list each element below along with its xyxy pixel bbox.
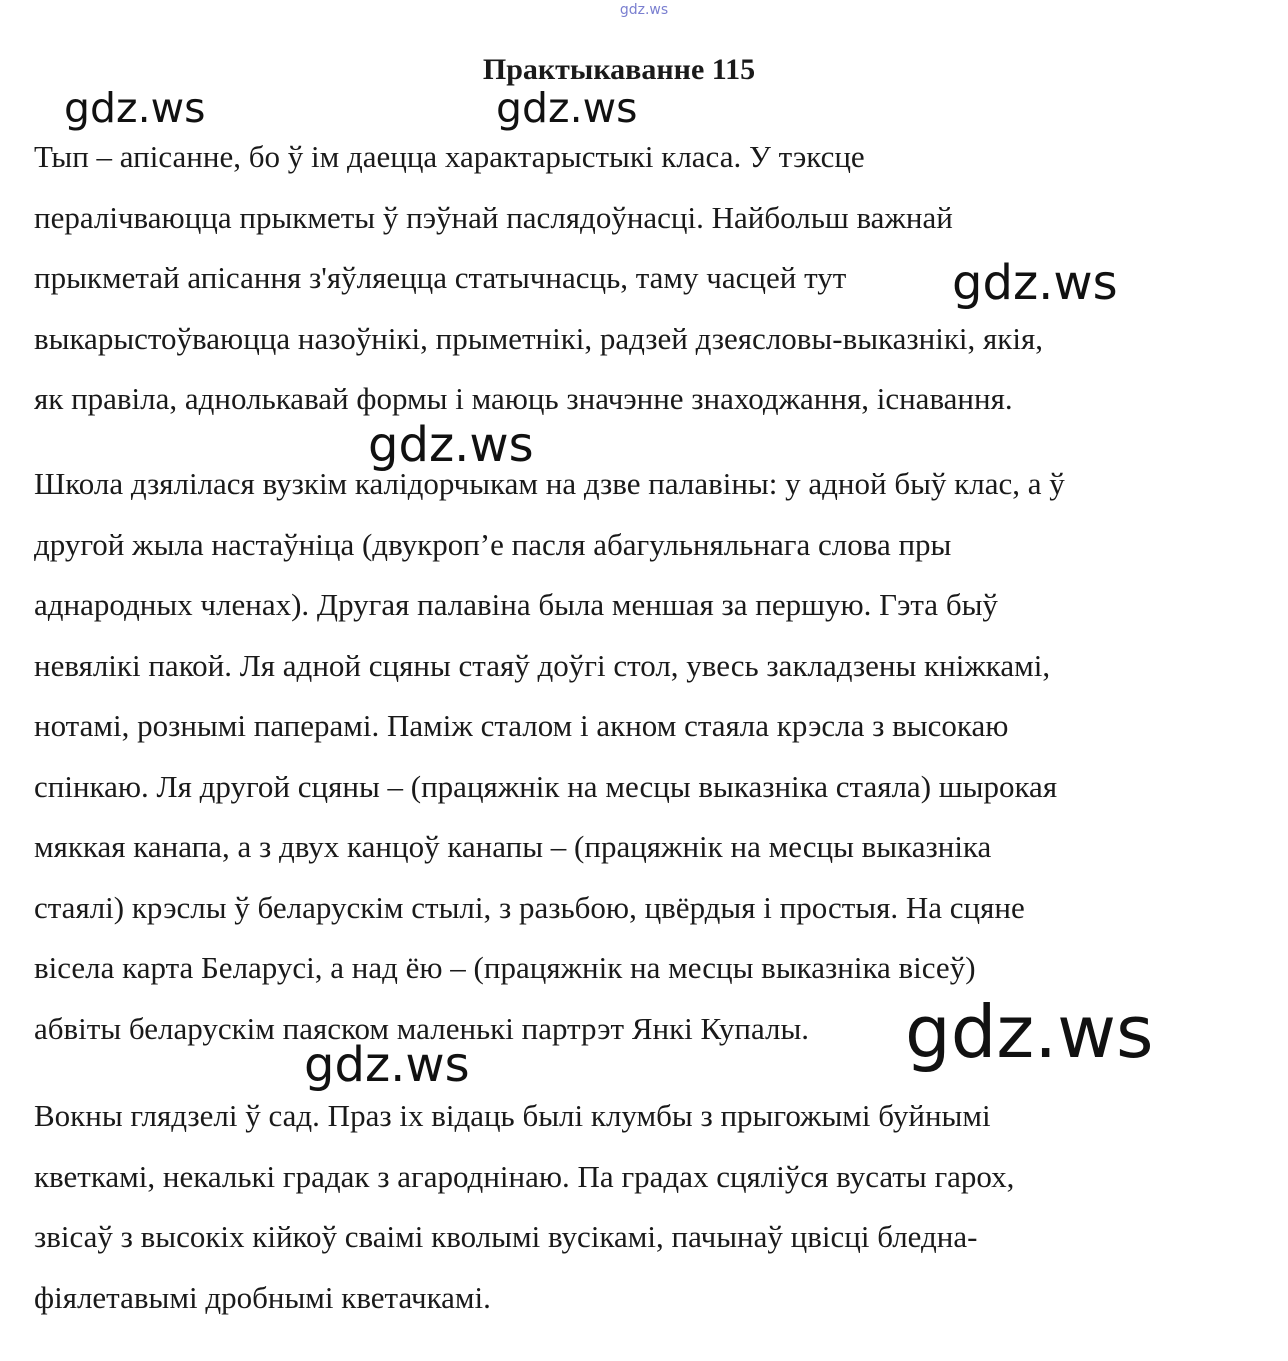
watermark: gdz.ws xyxy=(64,84,206,132)
text-line: другой жыла настаўніца (двукроп’е пасля абагульняльнага слова пры xyxy=(34,526,952,562)
text-line: выкарыстоўваюцца назоўнікі, прыметнікі, радзей дзеясловы-выказнікі, якія, xyxy=(34,320,1043,356)
text-line: аднародных членах). Другая палавіна была меншая за першую. Гэта быў xyxy=(34,587,998,622)
text-line: фіялетавымі дробнымі кветачкамі. xyxy=(34,1279,491,1315)
page-title: Практыкаванне 115 xyxy=(482,53,756,86)
paragraph-2 xyxy=(34,454,1264,1059)
text-line: невялікі пакой. Ля адной сцяны стаяў доўгі стол, увесь закладзены кніжкамі, xyxy=(34,647,1051,683)
text-line: прыкметай апісання з'яўляецца статычнасць, таму часцей тут xyxy=(34,260,847,295)
watermark: gdz.ws xyxy=(952,255,1118,311)
paragraph-3 xyxy=(34,1086,1264,1328)
text-line: вісела карта Беларусі, а над ёю – (працяжнік на месцы выказніка вісеў) xyxy=(34,950,976,985)
watermark: gdz.ws xyxy=(368,417,534,473)
text-line: Школа дзялілася вузкім калідорчыкам на дзве палавіны: у адной быў клас, а ў xyxy=(34,466,1065,501)
text-line: кветкамі, некалькі градак з агароднінаю. Па градах сцяліўся вусаты гарох, xyxy=(34,1158,1015,1194)
watermark: gdz.ws xyxy=(304,1037,470,1093)
text-line: нотамі, рознымі паперамі. Паміж сталом і акном стаяла крэсла з высокаю xyxy=(34,708,1009,743)
text-line: Вокны глядзелі ў сад. Праз іх відаць былі клумбы з прыгожымі буйнымі xyxy=(34,1098,991,1133)
watermark: gdz.ws xyxy=(496,84,638,132)
text-line: мяккая канапа, а з двух канцоў канапы – (працяжнік на месцы выказніка xyxy=(34,829,992,864)
text-line: пералічваюцца прыкметы ў пэўнай паслядоўнасці. Найбольш важнай xyxy=(34,199,953,235)
watermark: gdz.ws xyxy=(905,990,1154,1074)
text-line: як правіла, аднолькавай формы і маюць значэнне знаходжання, існавання. xyxy=(34,381,1013,416)
text-line: стаялі) крэслы ў беларускім стылі, з разьбою, цвёрдыя і простыя. На сцяне xyxy=(34,889,1025,925)
text-line: звісаў з высокіх кійкоў сваімі кволымі вусікамі, пачынаў цвісці бледна- xyxy=(34,1219,978,1254)
top-watermark: gdz.ws xyxy=(619,2,669,18)
text-line: спінкаю. Ля другой сцяны – (працяжнік на месцы выказніка стаяла) шырокая xyxy=(34,768,1058,804)
text-line: абвіты беларускім паяском маленькі партрэт Янкі Купалы. xyxy=(34,1010,810,1046)
text-line: Тып – апісанне, бо ў ім даецца характарыстыкі класа. У тэксце xyxy=(34,139,865,174)
